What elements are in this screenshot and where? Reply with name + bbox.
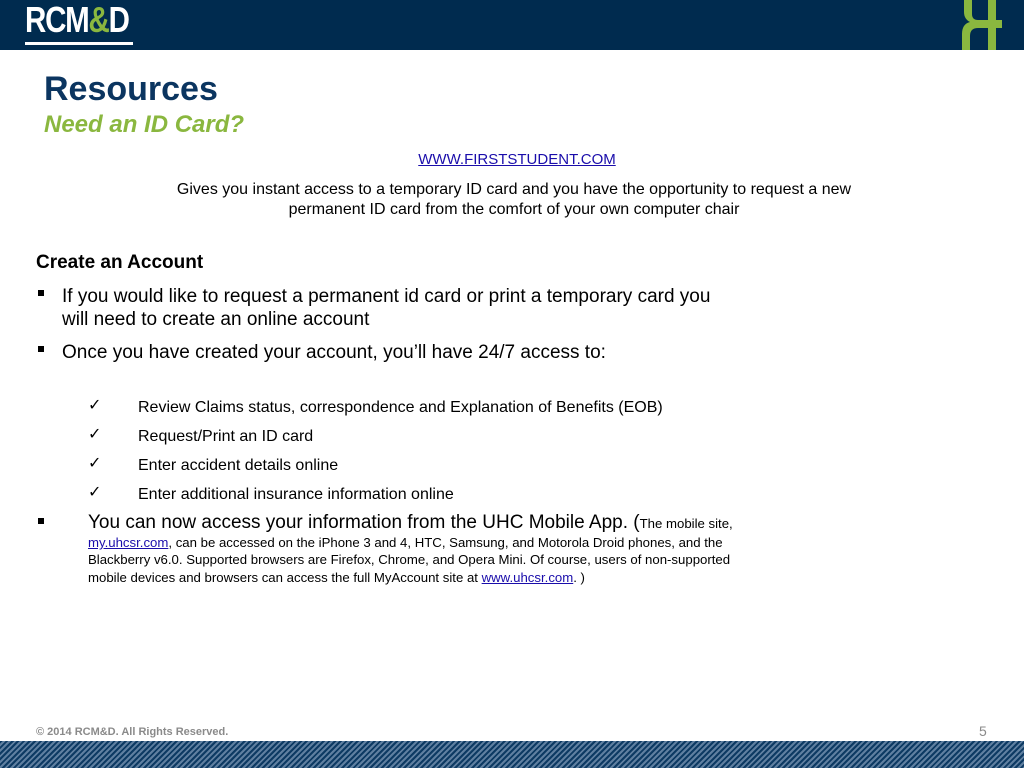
slide-subtitle: Need an ID Card? [44,111,245,138]
logo-text-rcm: RCM [25,0,89,40]
bullet-item [36,341,726,364]
rcmd-logo [25,2,129,46]
checklist-text: Enter additional insurance information online [138,486,454,503]
checklist-item [88,422,663,451]
checkmark-icon: ✓ [88,395,102,414]
bullet-item [36,285,726,331]
square-bullet-icon [38,290,44,296]
checkmark-icon: ✓ [88,424,102,443]
bullet-text: Once you have created your account, you’ll have 24/7 access to: [62,342,606,363]
checklist-item [88,393,663,422]
logo-underline [25,42,133,45]
logo-ampersand: & [88,0,109,40]
logo-text-d: D [108,0,129,40]
checklist-text: Request/Print an ID card [138,428,314,445]
firststudent-link[interactable]: WWW.FIRSTSTUDENT.COM [418,151,616,168]
header-bar [0,0,1024,50]
mobile-app-detail-2: , can be accessed on the iPhone 3 and 4, HTC, Samsung, and Motorola Droid phones, and the Blackberry v6.0. Supported browsers are Firefox, Chrome, and Opera Mini. Of course, users of non-supported mobile devices and browsers can access the full MyAccount site at [88,535,731,585]
my-uhcsr-link[interactable]: my.uhcsr.com [88,535,169,550]
square-bullet-icon [38,518,44,524]
checklist-item [88,451,663,480]
footer-stripe-band [0,741,1024,768]
mobile-app-text [88,512,746,586]
mobile-app-detail: The mobile site, [639,516,733,531]
access-checklist [88,393,663,509]
slide-title: Resources [44,70,218,108]
uhcsr-link[interactable]: www.uhcsr.com [481,569,574,585]
checklist-item [88,480,663,509]
copyright-text: © 2014 RCM&D. All Rights Reserved. [36,726,229,738]
checklist-text: Review Claims status, correspondence and Explanation of Benefits (EOB) [138,399,663,416]
section-heading: Create an Account [36,252,204,273]
bullet-text: If you would like to request a permanent id card or print a temporary card you will need to create an online account [62,286,711,330]
bullet-list [36,285,726,374]
mobile-app-detail-3: . ) [573,569,585,585]
checkmark-icon: ✓ [88,482,102,501]
intro-text: Gives you instant access to a temporary ID card and you have the opportunity to request a new permanent ID card from the comfort of your own computer chair [176,181,852,218]
mobile-app-bullet [36,512,746,586]
ampersand-brand-icon [962,0,1006,50]
mobile-app-lead: You can now access your information from the UHC Mobile App. ( [88,512,640,533]
square-bullet-icon [38,346,44,352]
page-number: 5 [979,723,987,739]
checkmark-icon: ✓ [88,453,102,472]
checklist-text: Enter accident details online [138,457,339,474]
